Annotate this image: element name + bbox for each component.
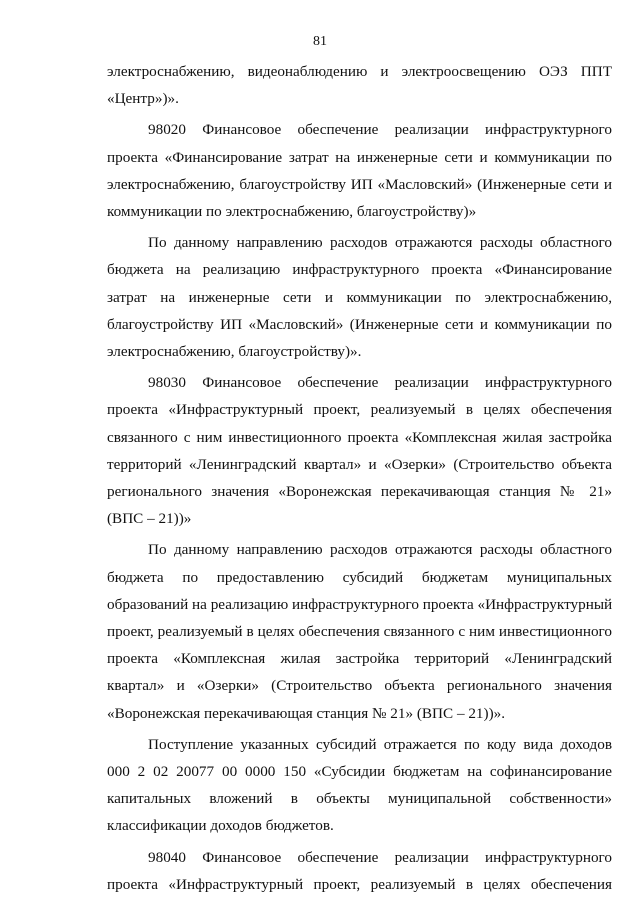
text-line: электроснабжению, видеонаблюдению и электроосвещению ОЭЗ ППТ [107, 63, 612, 80]
paragraph [107, 229, 612, 365]
text-line: бюджета на реализацию инфраструктурного проекта «Финансирование [107, 261, 612, 279]
document-body [107, 58, 612, 898]
text-line: связанного с ним инвестиционного проекта «Комплексная жилая застройка [107, 428, 612, 446]
text-line: благоустройству ИП «Масловский» (Инженерные сети и коммуникации по [107, 315, 612, 333]
paragraph [107, 844, 612, 898]
text-line: электроснабжению, благоустройству)». [107, 343, 362, 361]
text-line: 98020 Финансовое обеспечение реализации инфраструктурного [148, 121, 612, 139]
text-line: проекта «Инфраструктурный проект, реализуемый в целях обеспечения [107, 401, 612, 419]
text-line: капитальных вложений в объекты муниципальной собственности» [107, 790, 612, 808]
text-line: проекта «Финансирование затрат на инженерные сети и коммуникации по [107, 148, 612, 166]
page-number: 81 [313, 34, 327, 49]
text-line: проект, реализуемый в целях обеспечения связанного с ним инвестиционного [107, 623, 612, 641]
paragraph [107, 369, 612, 532]
text-line: проекта «Комплексная жилая застройка территорий «Ленинградский [107, 650, 612, 668]
paragraph [107, 58, 612, 112]
text-line: регионального значения «Воронежская перекачивающая станция № 21» [107, 483, 612, 501]
text-line: коммуникации по электроснабжению, благоустройству)» [107, 203, 477, 221]
text-line: территорий «Ленинградский квартал» и «Озерки» (Строительство объекта [107, 455, 612, 473]
text-line: классификации доходов бюджетов. [107, 817, 334, 835]
text-line: бюджета по предоставлению субсидий бюджетам муниципальных [107, 568, 612, 586]
text-line: 98030 Финансовое обеспечение реализации инфраструктурного [148, 374, 612, 392]
text-line: проекта «Инфраструктурный проект, реализуемый в целях обеспечения [107, 875, 612, 893]
paragraph [107, 731, 612, 840]
text-line: (ВПС – 21))» [107, 510, 192, 528]
text-line: затрат на инженерные сети и коммуникации по электроснабжению, [107, 288, 612, 306]
paragraph [107, 116, 612, 225]
text-line: По данному направлению расходов отражаются расходы областного [148, 234, 612, 252]
text-line: 98040 Финансовое обеспечение реализации инфраструктурного [148, 848, 612, 866]
text-line: «Воронежская перекачивающая станция № 21» (ВПС – 21))». [107, 704, 506, 722]
text-line: «Центр»)». [107, 90, 179, 108]
text-line: образований на реализацию инфраструктурного проекта «Инфраструктурный [107, 595, 613, 613]
text-line: По данному направлению расходов отражаются расходы областного [148, 541, 612, 559]
text-line: Поступление указанных субсидий отражается по коду вида доходов [148, 735, 612, 753]
text-line: квартал» и «Озерки» (Строительство объекта регионального значения [107, 677, 612, 695]
text-line: электроснабжению, благоустройству ИП «Масловский» (Инженерные сети и [107, 175, 612, 193]
text-line: 000 2 02 20077 00 0000 150 «Субсидии бюджетам на софинансирование [107, 763, 612, 781]
paragraph [107, 536, 612, 726]
